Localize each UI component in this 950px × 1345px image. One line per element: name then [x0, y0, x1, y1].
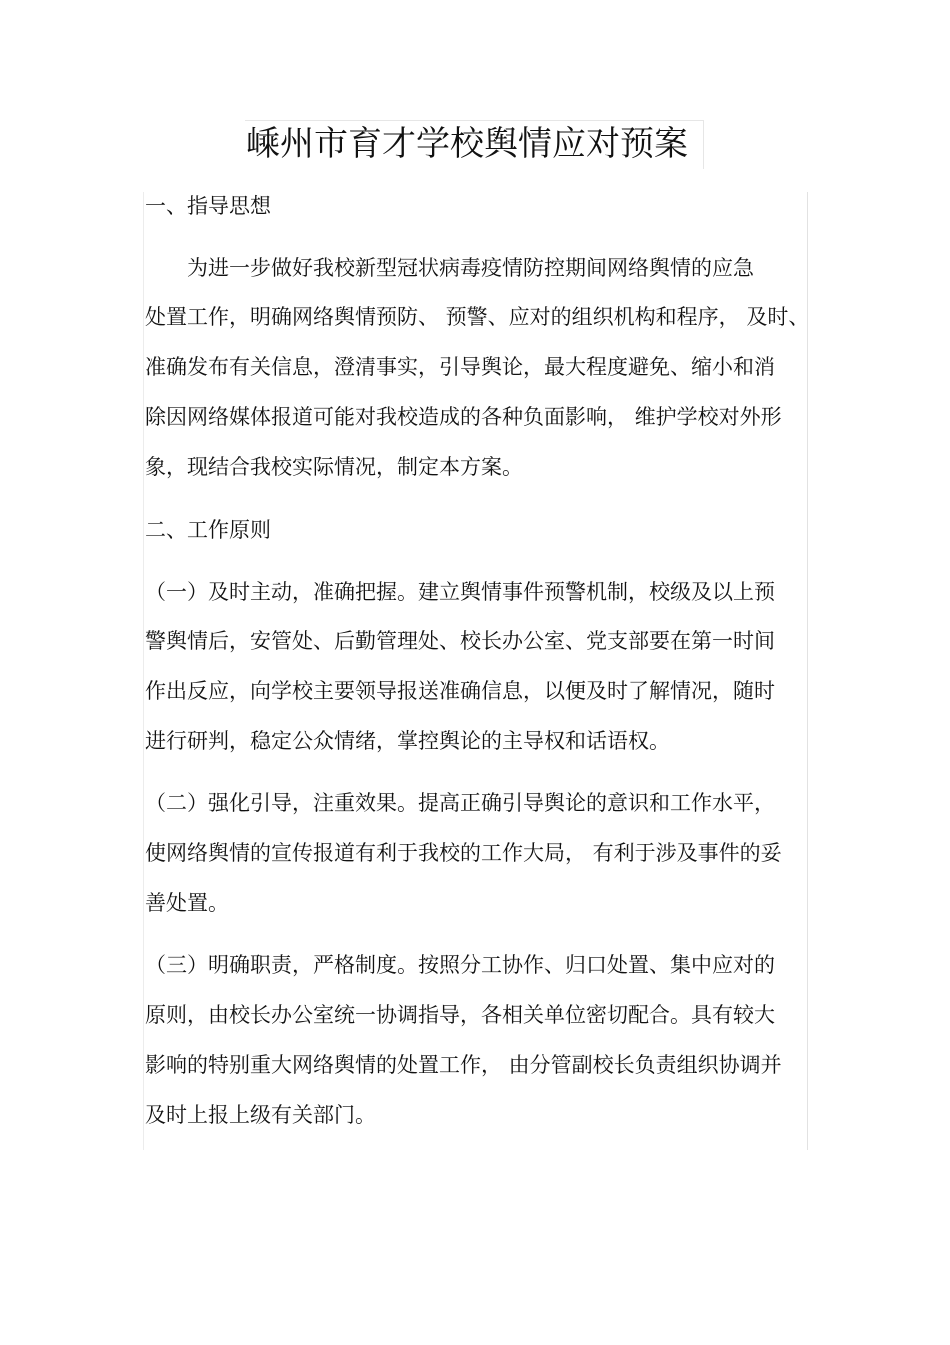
paragraph-line: 象，现结合我校实际情况，制定本方案。	[145, 455, 523, 479]
paragraph-line: 除因网络媒体报道可能对我校造成的各种负面影响， 维护学校对外形	[145, 405, 782, 429]
paragraph-line: 警舆情后，安管处、后勤管理处、校长办公室、党支部要在第一时间	[145, 629, 775, 653]
section-heading-work-principles: 二、工作原则	[145, 518, 271, 542]
paragraph-line: 影响的特别重大网络舆情的处置工作， 由分管副校长负责组织协调并	[145, 1053, 782, 1077]
paragraph-line: （一）及时主动，准确把握。建立舆情事件预警机制，校级及以上预	[145, 580, 775, 604]
paragraph-line: 善处置。	[145, 891, 229, 915]
paragraph-line: 及时上报上级有关部门。	[145, 1103, 376, 1127]
paragraph-line: 使网络舆情的宣传报道有利于我校的工作大局， 有利于涉及事件的妥	[145, 841, 782, 865]
section-heading-guiding-thought: 一、指导思想	[145, 194, 271, 218]
paragraph-line: 进行研判，稳定公众情绪，掌控舆论的主导权和话语权。	[145, 729, 670, 753]
paragraph-line: 准确发布有关信息，澄清事实，引导舆论，最大程度避免、缩小和消	[145, 355, 775, 379]
paragraph-line: 处置工作，明确网络舆情预防、 预警、应对的组织机构和程序， 及时、	[145, 305, 810, 329]
document-title: 嵊州市育才学校舆情应对预案	[246, 124, 688, 164]
paragraph-line: （二）强化引导，注重效果。提高正确引导舆论的意识和工作水平，	[145, 791, 775, 815]
paragraph-line: 为进一步做好我校新型冠状病毒疫情防控期间网络舆情的应急	[187, 256, 754, 280]
paragraph-line: （三）明确职责，严格制度。按照分工协作、归口处置、集中应对的	[145, 953, 775, 977]
paragraph-line: 原则，由校长办公室统一协调指导，各相关单位密切配合。具有较大	[145, 1003, 775, 1027]
paragraph-line: 作出反应，向学校主要领导报送准确信息，以便及时了解情况，随时	[145, 679, 775, 703]
